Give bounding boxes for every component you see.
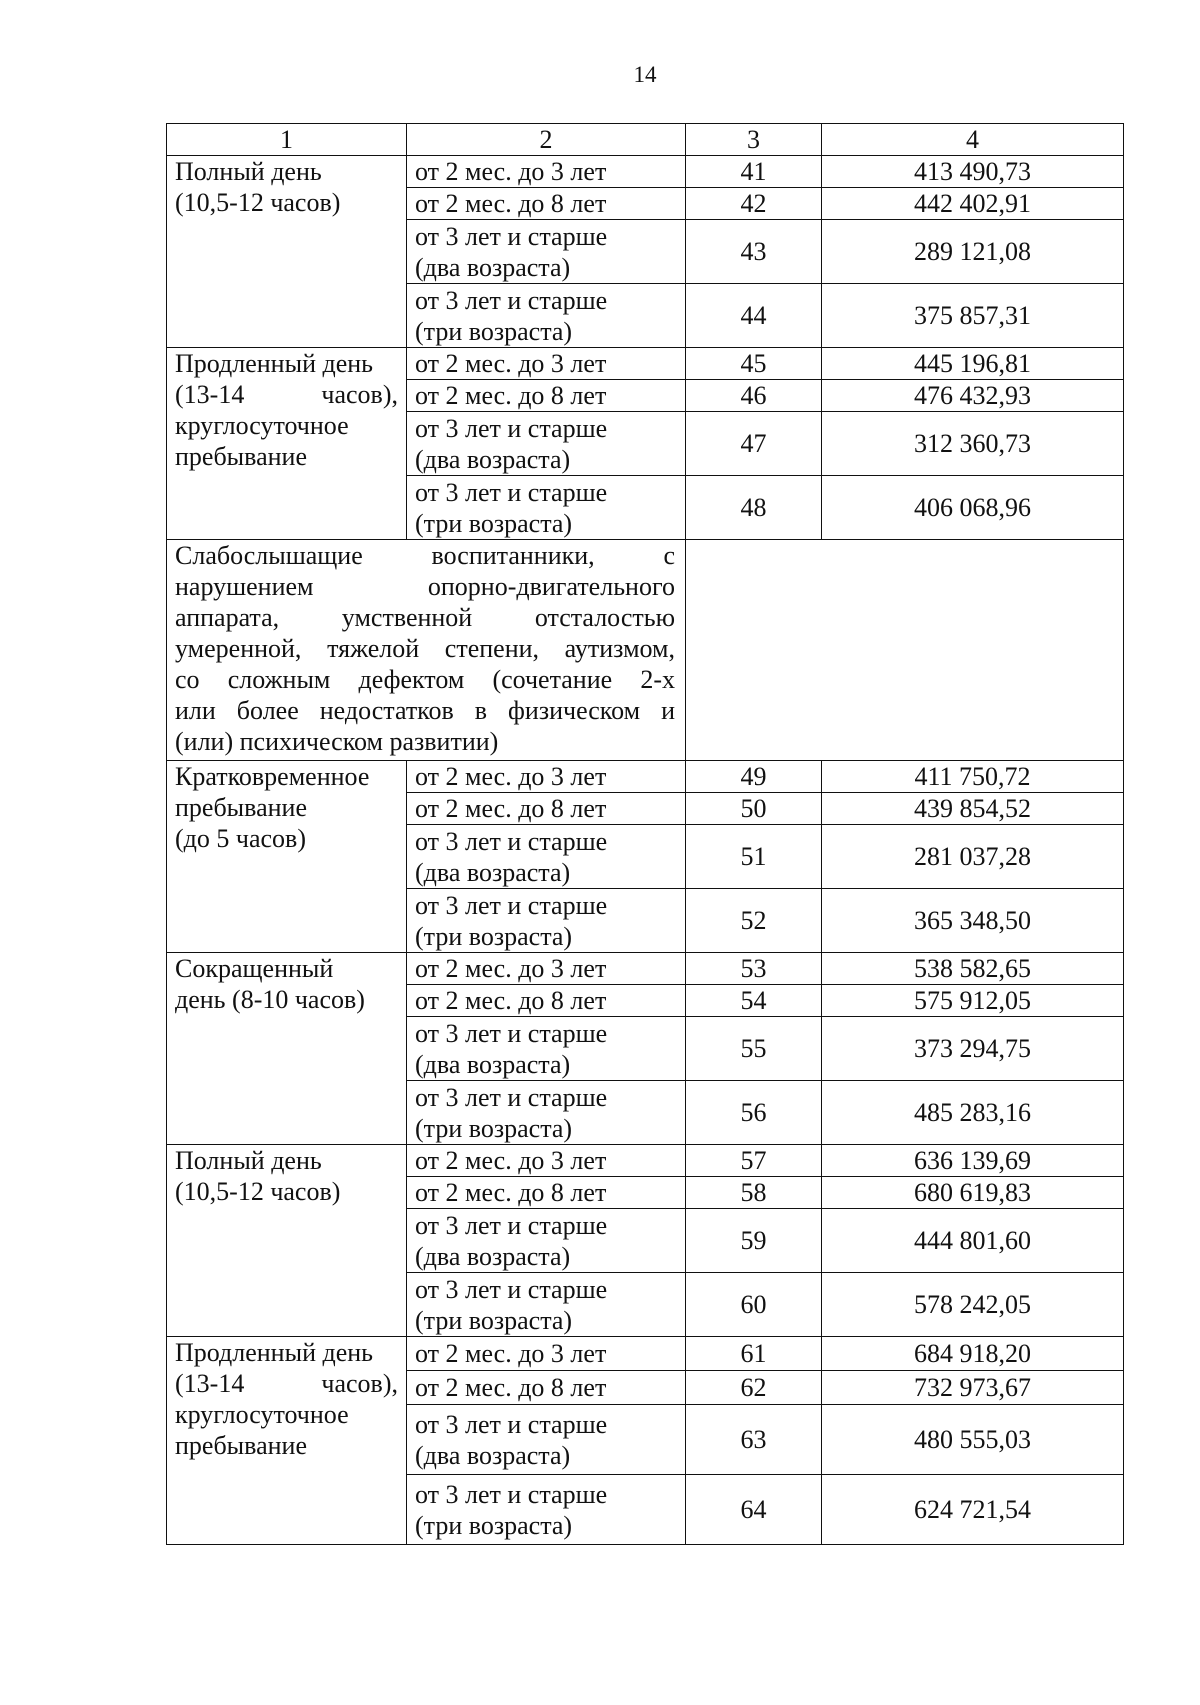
group-label-line: Кратковременное bbox=[175, 762, 370, 791]
age-cell bbox=[407, 1081, 686, 1145]
age-line: (три возраста) bbox=[415, 1510, 573, 1540]
age-cell bbox=[407, 188, 686, 220]
age-line: от 2 мес. до 8 лет bbox=[415, 794, 607, 823]
age-line: (три возраста) bbox=[415, 1305, 573, 1335]
amount-cell: 413 490,73 bbox=[822, 156, 1124, 188]
age-cell bbox=[407, 1405, 686, 1475]
section-heading-line: умеренной, тяжелой степени, аутизмом, bbox=[175, 634, 675, 663]
amount-cell: 406 068,96 bbox=[822, 476, 1124, 540]
amount-cell: 476 432,93 bbox=[822, 380, 1124, 412]
age-line: (два возраста) bbox=[415, 1049, 571, 1079]
age-cell bbox=[407, 985, 686, 1017]
age-cell bbox=[407, 1209, 686, 1273]
age-line: от 2 мес. до 8 лет bbox=[415, 1178, 607, 1207]
age-cell bbox=[407, 412, 686, 476]
amount-cell: 445 196,81 bbox=[822, 348, 1124, 380]
age-cell bbox=[407, 220, 686, 284]
age-cell bbox=[407, 476, 686, 540]
group-cell bbox=[167, 1145, 407, 1337]
age-cell bbox=[407, 1273, 686, 1337]
age-line: (два возраста) bbox=[415, 857, 571, 887]
group-label-line: Сокращенный bbox=[175, 954, 334, 983]
row-number-cell: 64 bbox=[686, 1475, 822, 1545]
age-cell bbox=[407, 1475, 686, 1545]
age-line: от 2 мес. до 8 лет bbox=[415, 1373, 607, 1402]
row-number-cell: 46 bbox=[686, 380, 822, 412]
age-cell bbox=[407, 284, 686, 348]
group-label bbox=[175, 761, 406, 854]
age-line: от 3 лет и старше bbox=[415, 1409, 608, 1439]
age-line: от 3 лет и старше bbox=[415, 1082, 608, 1112]
age-line: (два возраста) bbox=[415, 1241, 571, 1271]
amount-cell: 439 854,52 bbox=[822, 793, 1124, 825]
age-cell bbox=[407, 1177, 686, 1209]
header-cell-3: 3 bbox=[686, 124, 822, 156]
age-line: от 3 лет и старше bbox=[415, 1274, 608, 1304]
age-line: от 2 мес. до 3 лет bbox=[415, 1146, 607, 1175]
age-cell bbox=[407, 348, 686, 380]
amount-cell: 578 242,05 bbox=[822, 1273, 1124, 1337]
section-heading-line: или более недостатков в физическом и bbox=[175, 696, 675, 725]
age-line: (три возраста) bbox=[415, 508, 573, 538]
section-heading bbox=[175, 540, 685, 757]
age-line: (два возраста) bbox=[415, 1440, 571, 1470]
amount-cell: 312 360,73 bbox=[822, 412, 1124, 476]
row-number-cell: 58 bbox=[686, 1177, 822, 1209]
age-line: от 3 лет и старше bbox=[415, 477, 608, 507]
amount-cell: 281 037,28 bbox=[822, 825, 1124, 889]
age-line: от 3 лет и старше bbox=[415, 1018, 608, 1048]
amount-cell: 636 139,69 bbox=[822, 1145, 1124, 1177]
age-line: от 2 мес. до 3 лет bbox=[415, 157, 607, 186]
amount-cell: 480 555,03 bbox=[822, 1405, 1124, 1475]
age-line: (три возраста) bbox=[415, 1113, 573, 1143]
amount-cell: 538 582,65 bbox=[822, 953, 1124, 985]
table-row bbox=[167, 953, 1124, 985]
section-heading-line: Слабослышащие воспитанники, с bbox=[175, 541, 675, 570]
age-line: от 2 мес. до 3 лет bbox=[415, 762, 607, 791]
row-number-cell: 61 bbox=[686, 1337, 822, 1371]
table-row bbox=[167, 156, 1124, 188]
header-cell-2: 2 bbox=[407, 124, 686, 156]
page-number: 14 bbox=[633, 62, 657, 87]
amount-cell: 411 750,72 bbox=[822, 761, 1124, 793]
group-label bbox=[175, 1337, 406, 1461]
amount-cell: 680 619,83 bbox=[822, 1177, 1124, 1209]
group-cell bbox=[167, 1337, 407, 1545]
group-label-line: (13-14 часов), bbox=[175, 380, 398, 409]
group-label-line: (10,5-12 часов) bbox=[175, 188, 341, 217]
group-label bbox=[175, 953, 406, 1015]
group-label-line: пребывание bbox=[175, 1431, 307, 1460]
age-line: от 2 мес. до 8 лет bbox=[415, 189, 607, 218]
row-number-cell: 60 bbox=[686, 1273, 822, 1337]
table-row bbox=[167, 1337, 1124, 1371]
group-label-line: Продленный день bbox=[175, 1338, 374, 1367]
age-line: от 3 лет и старше bbox=[415, 413, 608, 443]
age-line: от 2 мес. до 3 лет bbox=[415, 954, 607, 983]
amount-cell: 684 918,20 bbox=[822, 1337, 1124, 1371]
group-label-line: Продленный день bbox=[175, 349, 374, 378]
row-number-cell: 47 bbox=[686, 412, 822, 476]
amount-cell: 624 721,54 bbox=[822, 1475, 1124, 1545]
group-label-line: круглосуточное bbox=[175, 411, 349, 440]
age-cell bbox=[407, 1337, 686, 1371]
age-line: от 2 мес. до 3 лет bbox=[415, 349, 607, 378]
group-label-line: (10,5-12 часов) bbox=[175, 1177, 341, 1206]
age-line: (три возраста) bbox=[415, 921, 573, 951]
age-line: от 3 лет и старше bbox=[415, 285, 608, 315]
group-cell bbox=[167, 761, 407, 953]
row-number-cell: 43 bbox=[686, 220, 822, 284]
header-cell-1: 1 bbox=[167, 124, 407, 156]
age-line: от 3 лет и старше bbox=[415, 1210, 608, 1240]
group-label-line: Полный день bbox=[175, 157, 322, 186]
table-row bbox=[167, 1145, 1124, 1177]
row-number-cell: 41 bbox=[686, 156, 822, 188]
section-heading-line: (или) психическом развитии) bbox=[175, 727, 499, 756]
section-heading-line: нарушением опорно-двигательного bbox=[175, 572, 675, 601]
tariff-table-body bbox=[167, 124, 1124, 1545]
group-label-line: (до 5 часов) bbox=[175, 824, 306, 853]
age-line: от 3 лет и старше bbox=[415, 890, 608, 920]
age-line: (два возраста) bbox=[415, 444, 571, 474]
row-number-cell: 62 bbox=[686, 1371, 822, 1405]
age-line: от 2 мес. до 8 лет bbox=[415, 986, 607, 1015]
amount-cell: 365 348,50 bbox=[822, 889, 1124, 953]
row-number-cell: 50 bbox=[686, 793, 822, 825]
row-number-cell: 45 bbox=[686, 348, 822, 380]
age-cell bbox=[407, 1371, 686, 1405]
amount-cell: 289 121,08 bbox=[822, 220, 1124, 284]
age-line: от 3 лет и старше bbox=[415, 221, 608, 251]
group-label-line: Полный день bbox=[175, 1146, 322, 1175]
amount-cell: 575 912,05 bbox=[822, 985, 1124, 1017]
row-number-cell: 63 bbox=[686, 1405, 822, 1475]
row-number-cell: 55 bbox=[686, 1017, 822, 1081]
section-heading-line: со сложным дефектом (сочетание 2-х bbox=[175, 665, 675, 694]
row-number-cell: 48 bbox=[686, 476, 822, 540]
row-number-cell: 52 bbox=[686, 889, 822, 953]
group-label-line: пребывание bbox=[175, 793, 307, 822]
group-cell bbox=[167, 953, 407, 1145]
age-cell bbox=[407, 1017, 686, 1081]
age-line: от 3 лет и старше bbox=[415, 1479, 608, 1509]
age-line: от 2 мес. до 3 лет bbox=[415, 1339, 607, 1368]
table-row bbox=[167, 761, 1124, 793]
row-number-cell: 44 bbox=[686, 284, 822, 348]
age-line: (три возраста) bbox=[415, 316, 573, 346]
row-number-cell: 57 bbox=[686, 1145, 822, 1177]
amount-cell: 732 973,67 bbox=[822, 1371, 1124, 1405]
group-label-line: день (8-10 часов) bbox=[175, 985, 365, 1014]
section-empty-cell bbox=[686, 540, 1124, 761]
age-cell bbox=[407, 793, 686, 825]
group-label bbox=[175, 1145, 406, 1207]
age-line: от 3 лет и старше bbox=[415, 826, 608, 856]
age-cell bbox=[407, 1145, 686, 1177]
row-number-cell: 54 bbox=[686, 985, 822, 1017]
age-cell bbox=[407, 889, 686, 953]
age-cell bbox=[407, 825, 686, 889]
section-heading-line: аппарата, умственной отсталостью bbox=[175, 603, 675, 632]
table-row bbox=[167, 348, 1124, 380]
group-label-line: круглосуточное bbox=[175, 1400, 349, 1429]
header-cell-4: 4 bbox=[822, 124, 1124, 156]
group-label bbox=[175, 156, 406, 218]
row-number-cell: 59 bbox=[686, 1209, 822, 1273]
amount-cell: 485 283,16 bbox=[822, 1081, 1124, 1145]
tariff-table bbox=[166, 123, 1124, 1545]
age-cell bbox=[407, 953, 686, 985]
group-cell bbox=[167, 156, 407, 348]
amount-cell: 373 294,75 bbox=[822, 1017, 1124, 1081]
row-number-cell: 56 bbox=[686, 1081, 822, 1145]
age-cell bbox=[407, 761, 686, 793]
age-line: от 2 мес. до 8 лет bbox=[415, 381, 607, 410]
row-number-cell: 53 bbox=[686, 953, 822, 985]
age-line: (два возраста) bbox=[415, 252, 571, 282]
group-label bbox=[175, 348, 406, 472]
amount-cell: 444 801,60 bbox=[822, 1209, 1124, 1273]
row-number-cell: 51 bbox=[686, 825, 822, 889]
age-cell bbox=[407, 380, 686, 412]
group-label-line: пребывание bbox=[175, 442, 307, 471]
header-row bbox=[167, 124, 1124, 156]
row-number-cell: 49 bbox=[686, 761, 822, 793]
section-row bbox=[167, 540, 1124, 761]
age-cell bbox=[407, 156, 686, 188]
section-heading-cell bbox=[167, 540, 686, 761]
group-label-line: (13-14 часов), bbox=[175, 1369, 398, 1398]
row-number-cell: 42 bbox=[686, 188, 822, 220]
amount-cell: 375 857,31 bbox=[822, 284, 1124, 348]
group-cell bbox=[167, 348, 407, 540]
amount-cell: 442 402,91 bbox=[822, 188, 1124, 220]
